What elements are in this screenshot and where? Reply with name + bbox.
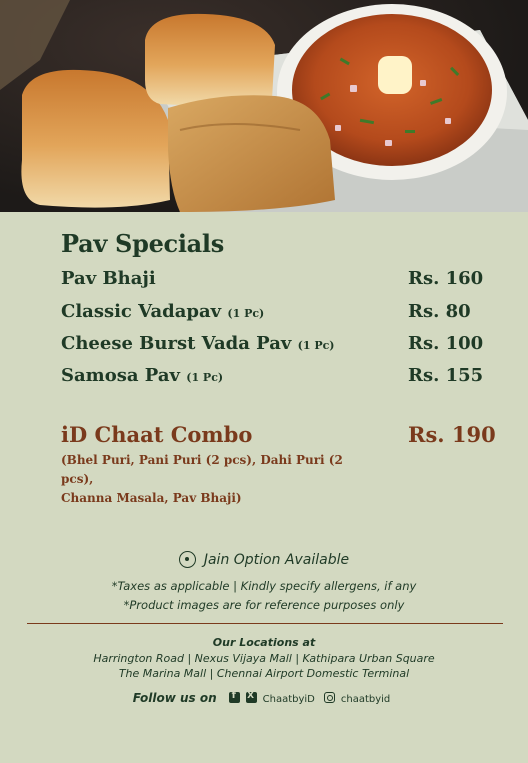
- combo-desc-line: (Bhel Puri, Pani Puri (2 pcs), Dahi Puri (2 pcs),: [61, 453, 343, 486]
- menu-item-price: Rs. 160: [408, 268, 484, 289]
- taxes-note: *Taxes as applicable | Kindly specify allergens, if any: [111, 579, 417, 593]
- follow-label: Follow us on: [132, 691, 217, 705]
- jain-label: Jain Option Available: [203, 552, 350, 568]
- locations-line: Harrington Road | Nexus Vijaya Mall | Kathipara Urban Square: [93, 652, 435, 665]
- item-qty: (1 Pc): [227, 307, 265, 320]
- item-name: Cheese Burst Vada Pav: [61, 333, 292, 354]
- combo-description: [61, 451, 361, 508]
- locations-line: The Marina Mall | Chennai Airport Domestic Terminal: [118, 667, 410, 680]
- instagram-icon[interactable]: [324, 692, 335, 703]
- item-name: Samosa Pav: [61, 365, 180, 386]
- social-follow: [0, 689, 528, 707]
- social-handle[interactable]: ChaatbyiD: [262, 694, 315, 705]
- x-icon[interactable]: [246, 692, 257, 703]
- pav-bhaji-illustration: [0, 0, 528, 212]
- combo-desc-line: Channa Masala, Pav Bhaji): [61, 491, 242, 505]
- images-note: *Product images are for reference purposes only: [123, 598, 405, 612]
- item-name: Pav Bhaji: [61, 268, 156, 289]
- jain-symbol-icon: [179, 551, 196, 568]
- jain-option: [0, 551, 528, 568]
- combo-price: Rs. 190: [408, 422, 496, 447]
- item-qty: (1 Pc): [297, 339, 335, 352]
- item-name: Classic Vadapav: [61, 301, 222, 322]
- section-title: Pav Specials: [61, 229, 224, 258]
- item-qty: (1 Pc): [186, 371, 224, 384]
- locations-title: Our Locations at: [212, 636, 316, 649]
- divider: [27, 623, 503, 624]
- hero-food-image: [0, 0, 528, 212]
- menu-item-price: Rs. 80: [408, 301, 471, 322]
- combo-name: iD Chaat Combo: [61, 422, 253, 447]
- menu-item-price: Rs. 100: [408, 333, 484, 354]
- menu-item-price: Rs. 155: [408, 365, 484, 386]
- facebook-icon[interactable]: [229, 692, 240, 703]
- social-handle[interactable]: chaatbyid: [340, 694, 391, 705]
